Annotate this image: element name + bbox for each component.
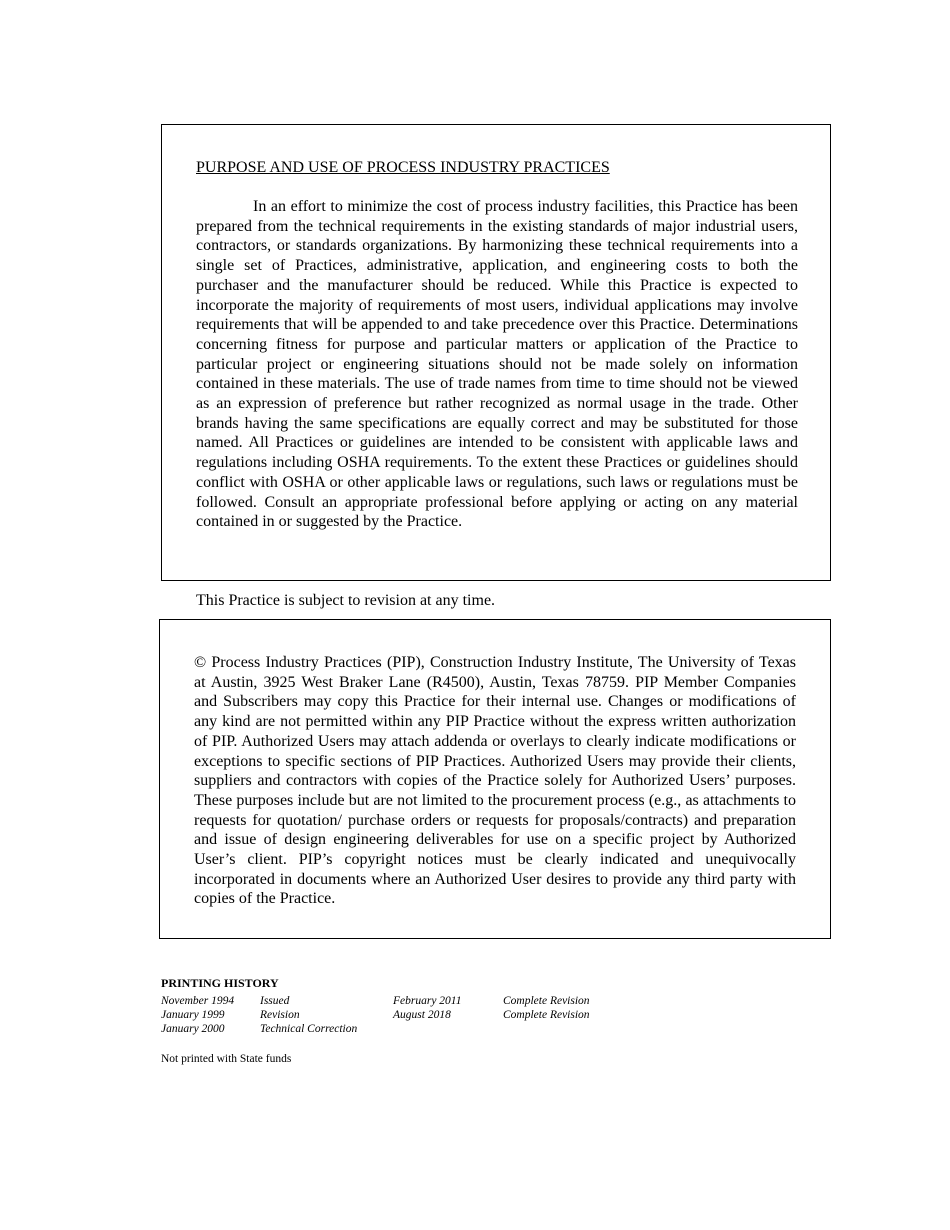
history-description: Complete Revision [503, 995, 590, 1007]
history-description: Complete Revision [503, 1009, 590, 1021]
printing-history-title: PRINTING HISTORY [161, 976, 279, 990]
purpose-paragraph: In an effort to minimize the cost of process industry facilities, this Practice has been prepared from the technical requirements in the existing standards of major industrial users, contractors, or standards organizations. By harmonizing these technical requirements into a single set of Practices, administrative, application, and engineering costs to both the purchaser and the manufacturer should be reduced. While this Practice is expected to incorporate the majority of requirements of most users, individual applications may involve requirements that will be appended to and take precedence over this Practice. Determinations concerning fitness for purpose and particular matters or application of the Practice to particular project or engineering situations should not be made solely on information contained in these materials. The use of trade names from time to time should not be viewed as an expression of preference but rather recognized as normal usage in the trade. Other brands having the same specifications are equally correct and may be substituted for those named. All Practices or guidelines are intended to be consistent with applicable laws and regulations including OSHA requirements. To the extent these Practices or guidelines should conflict with OSHA or other applicable laws or regulations, such laws or regulations must be followed. Consult an appropriate professional before applying or acting on any material contained in or suggested by the Practice. [196, 198, 798, 531]
history-description: Issued [260, 995, 290, 1007]
history-date: February 2011 [393, 995, 462, 1007]
copyright-box [159, 619, 831, 939]
copyright-paragraph: © Process Industry Practices (PIP), Construction Industry Institute, The University of Texas at Austin, 3925 West Braker Lane (R4500), Austin, Texas 78759. PIP Member Companies and Subscribers may copy this Practice for their internal use. Changes or modifications of any kind are not permitted within any PIP Practice without the express written authorization of PIP. Authorized Users may attach addenda or overlays to clearly indicate modifications or exceptions to specific sections of PIP Practices. Authorized Users may provide their clients, suppliers and contractors with copies of the Practice solely for Authorized Users’ purposes. These purposes include but are not limited to the procurement process (e.g., as attachments to requests for quotation/ purchase orders or requests for proposals/contracts) and preparation and issue of design engineering deliverables for use on a specific project by Authorized User’s client. PIP’s copyright notices must be clearly indicated and unequivocally incorporated in documents where an Authorized User desires to provide any third party with copies of the Practice. [194, 654, 796, 908]
history-date: August 2018 [393, 1009, 451, 1021]
history-date: January 1999 [161, 1009, 225, 1021]
history-date: January 2000 [161, 1023, 225, 1035]
history-description: Technical Correction [260, 1023, 358, 1035]
purpose-box [161, 124, 831, 581]
printing-history [161, 976, 661, 1046]
revision-note: This Practice is subject to revision at any time. [196, 592, 496, 609]
history-description: Revision [260, 1009, 300, 1021]
purpose-heading: PURPOSE AND USE OF PROCESS INDUSTRY PRACTICES [196, 159, 610, 176]
history-date: November 1994 [161, 995, 235, 1007]
footer-note: Not printed with State funds [161, 1053, 292, 1065]
